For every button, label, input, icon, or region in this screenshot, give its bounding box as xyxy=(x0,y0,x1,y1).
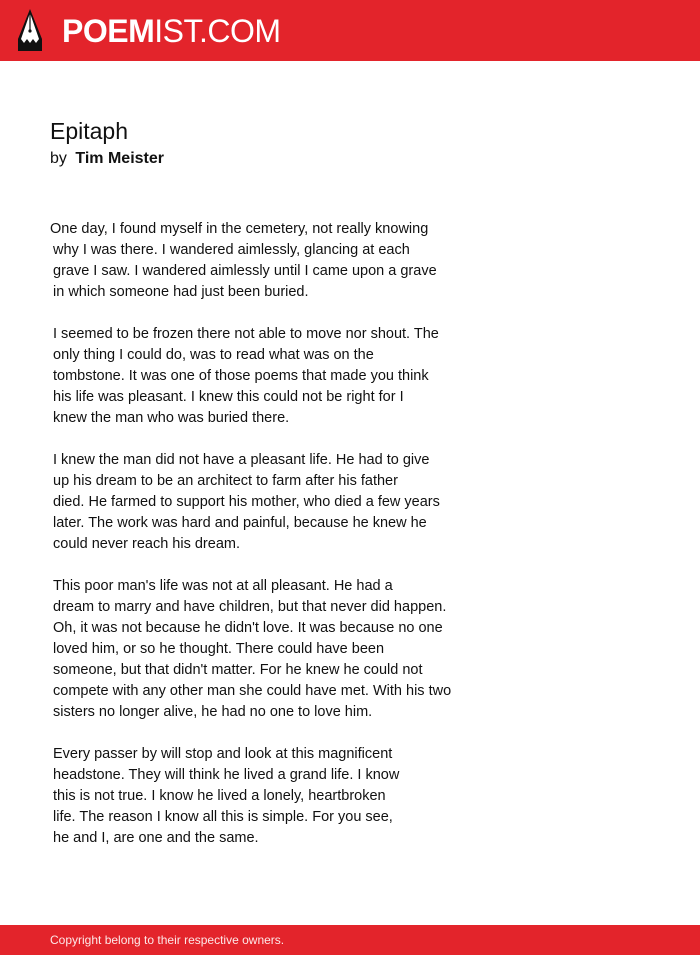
poem-line: could never reach his dream. xyxy=(53,536,240,552)
pen-nib-icon[interactable] xyxy=(17,9,43,51)
poem-line: headstone. They will think he lived a grand life. I know xyxy=(53,767,400,783)
poem-line: tombstone. It was one of those poems that made you think xyxy=(53,368,429,384)
poem-line: someone, but that didn't matter. For he knew he could not xyxy=(53,662,423,678)
poem-line: up his dream to be an architect to farm after his father xyxy=(53,473,398,489)
poem-line: grave I saw. I wandered aimlessly until I came upon a grave xyxy=(53,263,437,279)
site-header xyxy=(0,0,700,61)
poem-line: only thing I could do, was to read what was on the xyxy=(53,347,374,363)
logo-brand-bold: POEM xyxy=(62,13,155,49)
poem-line: life. The reason I know all this is simple. For you see, xyxy=(53,809,393,825)
poem-line: this is not true. I know he lived a lonely, heartbroken xyxy=(53,788,386,804)
poem-line: dream to marry and have children, but that never did happen. xyxy=(53,599,447,615)
poem-stanza xyxy=(50,744,510,849)
site-footer xyxy=(0,925,700,955)
poem-line: Every passer by will stop and look at this magnificent xyxy=(53,746,393,762)
poem-stanza xyxy=(50,576,510,723)
logo-brand-light: IST.COM xyxy=(154,13,281,49)
poem-line: died. He farmed to support his mother, who died a few years xyxy=(53,494,440,510)
poem-line: I seemed to be frozen there not able to move nor shout. The xyxy=(53,326,439,342)
poem-line: This poor man's life was not at all pleasant. He had a xyxy=(53,578,393,594)
poem-line: compete with any other man she could have met. With his two xyxy=(53,683,452,699)
poem-line: loved him, or so he thought. There could have been xyxy=(53,641,385,657)
poem-line: knew the man who was buried there. xyxy=(53,410,290,426)
poem-line: why I was there. I wandered aimlessly, glancing at each xyxy=(53,242,410,258)
poem-line: One day, I found myself in the cemetery, not really knowing xyxy=(50,221,429,237)
poem-line: his life was pleasant. I knew this could not be right for I xyxy=(53,389,404,405)
poem-stanza xyxy=(50,219,510,303)
poem-line: later. The work was hard and painful, because he knew he xyxy=(53,515,427,531)
poem-line: I knew the man did not have a pleasant life. He had to give xyxy=(53,452,430,468)
poem-title: Epitaph xyxy=(50,118,129,144)
poem-stanza xyxy=(50,450,510,555)
poem-line: he and I, are one and the same. xyxy=(53,830,259,846)
footer-copyright: Copyright belong to their respective owners. xyxy=(50,933,285,947)
poem-line: sisters no longer alive, he had no one to love him. xyxy=(53,704,373,720)
poem-author: Tim Meister xyxy=(75,150,164,167)
poem-line: Oh, it was not because he didn't love. It was because no one xyxy=(53,620,443,636)
poem-byline xyxy=(50,148,164,170)
site-logo[interactable] xyxy=(62,13,281,49)
poem-stanza xyxy=(50,324,510,429)
poem-body xyxy=(50,219,510,870)
poem-line: in which someone had just been buried. xyxy=(53,284,309,300)
by-label: by xyxy=(50,150,67,167)
